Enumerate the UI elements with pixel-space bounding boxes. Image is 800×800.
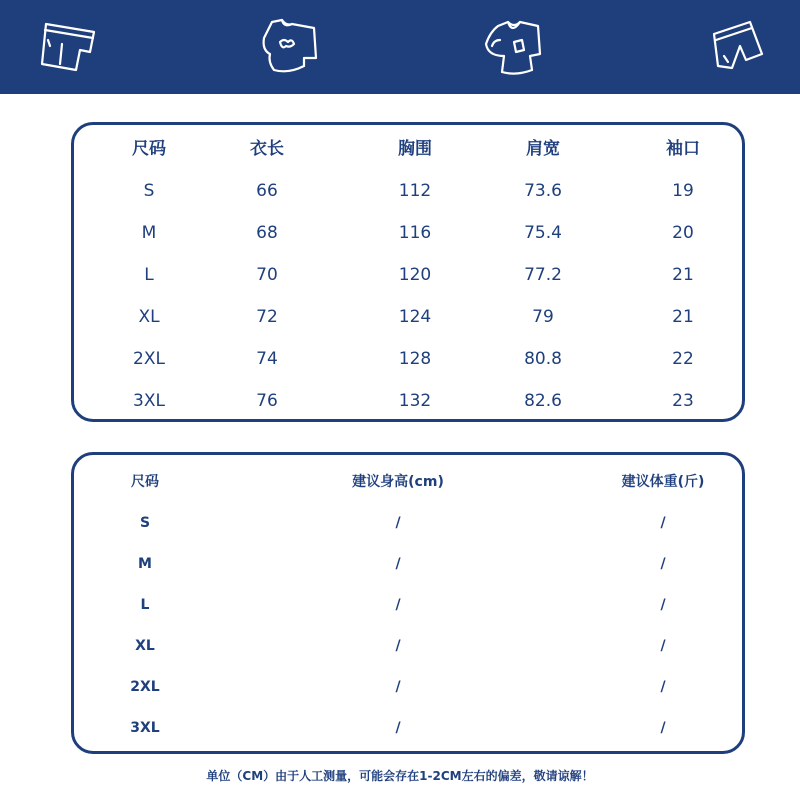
table-cell: / — [395, 597, 401, 613]
table-cell: / — [395, 556, 401, 572]
table-cell: 132 — [398, 391, 432, 411]
column-header: 肩宽 — [526, 139, 560, 159]
table-cell: / — [660, 556, 666, 572]
table-cell: S — [139, 515, 151, 531]
column-header: 建议身高(cm) — [352, 474, 444, 490]
table-cell: 21 — [672, 265, 694, 285]
table-cell: 128 — [398, 349, 432, 369]
table-cell: 116 — [398, 223, 432, 243]
table-cell: S — [143, 181, 155, 201]
table-cell: / — [395, 720, 401, 736]
table-row — [74, 711, 742, 745]
table-row — [74, 258, 742, 292]
table-cell: 20 — [672, 223, 694, 243]
table-row — [74, 629, 742, 663]
table-cell: 75.4 — [524, 223, 562, 243]
measurement-note: 单位（CM）由于人工测量，可能会存在1-2CM左右的偏差，敬请谅解！ — [206, 769, 594, 783]
table-cell: 23 — [672, 391, 694, 411]
table-row — [74, 384, 742, 418]
size-measurement-table — [71, 122, 745, 422]
tshirt-icon — [258, 16, 322, 78]
column-header: 尺码 — [131, 474, 159, 490]
table-cell: 73.6 — [524, 181, 562, 201]
column-header: 衣长 — [250, 139, 284, 159]
table-row — [74, 174, 742, 208]
header-banner — [0, 0, 800, 94]
jersey-icon — [480, 16, 544, 78]
table-cell: XL — [138, 307, 160, 327]
table-cell: XL — [135, 638, 155, 654]
table-cell: / — [660, 679, 666, 695]
table-cell: 79 — [532, 307, 554, 327]
table-header-row — [74, 132, 742, 166]
table-cell: L — [144, 265, 154, 285]
table-cell: 2XL — [130, 679, 160, 695]
table-cell: / — [660, 638, 666, 654]
table-cell: 3XL — [133, 391, 165, 411]
column-header: 胸围 — [398, 139, 432, 159]
swim-shorts-icon — [706, 16, 770, 78]
table-header-row — [74, 465, 742, 499]
table-cell: 82.6 — [524, 391, 562, 411]
table-cell: L — [140, 597, 150, 613]
size-recommendation-table — [71, 452, 745, 754]
table-cell: 2XL — [133, 349, 165, 369]
table-row — [74, 670, 742, 704]
table-cell: 112 — [398, 181, 432, 201]
table-cell: 66 — [256, 181, 278, 201]
table-row — [74, 506, 742, 540]
table-cell: 74 — [256, 349, 278, 369]
table-row — [74, 342, 742, 376]
column-header: 建议体重(斤) — [621, 474, 705, 490]
shorts-icon — [36, 16, 100, 78]
table-row — [74, 216, 742, 250]
table-cell: 21 — [672, 307, 694, 327]
table-cell: 72 — [256, 307, 278, 327]
table-cell: M — [138, 556, 152, 572]
table-cell: / — [395, 638, 401, 654]
table-cell: / — [660, 597, 666, 613]
table-cell: 77.2 — [524, 265, 562, 285]
table-cell: 22 — [672, 349, 694, 369]
column-header: 袖口 — [666, 139, 700, 159]
table-cell: 68 — [256, 223, 278, 243]
column-header: 尺码 — [132, 139, 166, 159]
table-cell: 19 — [672, 181, 694, 201]
table-cell: 124 — [398, 307, 432, 327]
table-cell: 3XL — [130, 720, 160, 736]
table-cell: / — [395, 515, 401, 531]
table-row — [74, 547, 742, 581]
table-cell: M — [141, 223, 157, 243]
table-cell: 70 — [256, 265, 278, 285]
table-cell: 80.8 — [524, 349, 562, 369]
table-cell: 76 — [256, 391, 278, 411]
table-cell: / — [660, 515, 666, 531]
table-row — [74, 300, 742, 334]
table-row — [74, 588, 742, 622]
table-cell: 120 — [398, 265, 432, 285]
table-cell: / — [395, 679, 401, 695]
table-cell: / — [660, 720, 666, 736]
